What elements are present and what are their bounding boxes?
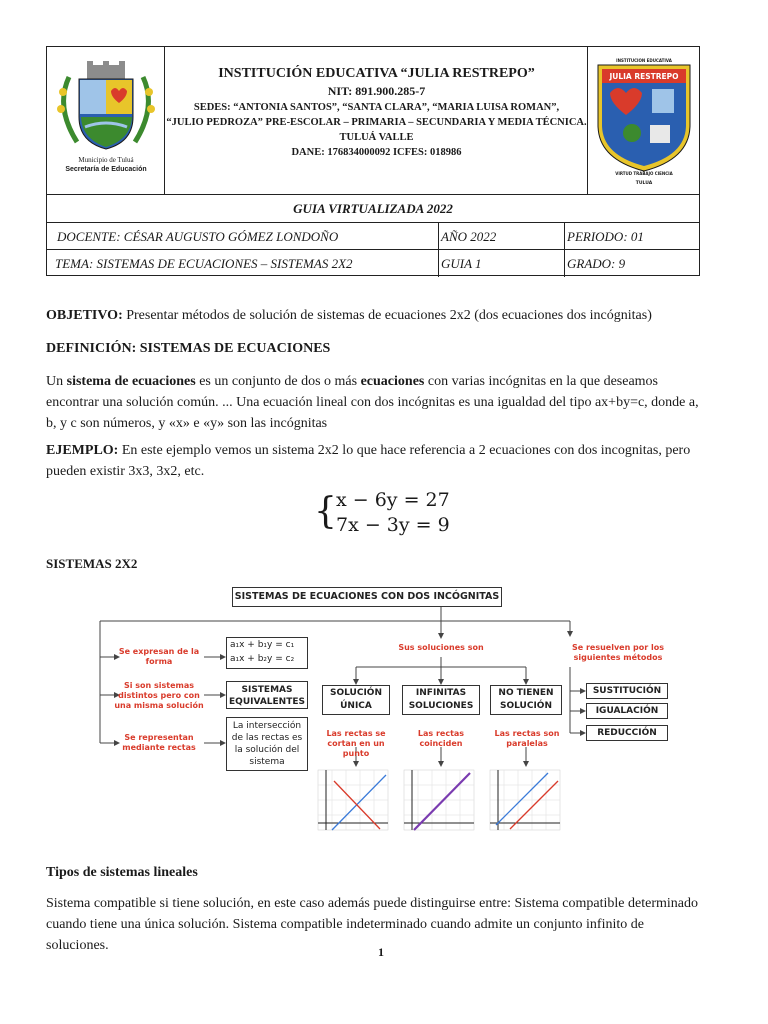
sedes-line: SEDES: “ANTONIA SANTOS”, “SANTA CLARA”, “MARIA LUISA ROMAN”, xyxy=(193,102,560,113)
solucion-unica-box: SOLUCIÓN ÚNICA xyxy=(322,685,390,715)
right-logo-motto: VIRTUD TRABAJO CIENCIA xyxy=(615,171,673,176)
grado: GRADO: 9 xyxy=(564,250,699,277)
caption-cortan: Las rectas se cortan en un punto xyxy=(326,729,386,758)
formula-2: a₁x + b₂y = c₂ xyxy=(230,654,295,664)
tipos-heading: Tipos de sistemas lineales xyxy=(46,865,198,880)
def-bold-1: sistema de ecuaciones xyxy=(66,374,196,389)
guia-number: GUIA 1 xyxy=(438,250,564,277)
def-text-3: con varias incógnitas en la que deseamos encontrar una solución común. ... Una ecuación lineal con dos incógnitas es una igualdad del tipo ax+by=c, donde a, b, y c son números, y «x» e «y» son las incógnitas xyxy=(46,374,699,431)
caption-coinciden: Las rectas coinciden xyxy=(417,729,465,748)
school-logo xyxy=(587,47,699,195)
municipio-logo xyxy=(47,47,165,195)
right-logo-name: JULIA RESTREPO xyxy=(609,72,679,81)
no-solucion-box: NO TIENEN SOLUCIÓN xyxy=(490,685,562,715)
city: TULUÁ VALLE xyxy=(339,132,414,143)
right-logo-city: TULUA xyxy=(635,181,653,186)
ejemplo-paragraph xyxy=(46,440,706,482)
right-logo-top-text: INSTITUCION EDUCATIVA xyxy=(616,58,672,63)
institution-info xyxy=(166,47,587,195)
header-table xyxy=(46,46,700,276)
equation-2: 7x − 3y = 9 xyxy=(336,514,450,536)
sedes-levels: -ESCOLAR – PRIMARIA – SECUNDARIA Y MEDIA TÉCNICA. xyxy=(286,117,587,128)
def-text-1: Un xyxy=(46,374,67,389)
ejemplo-text: En este ejemplo vemos un sistema 2x2 lo que hace referencia a 2 ecuaciones con dos incognitas, pero pueden existir 3x3, 3x2, etc. xyxy=(46,443,691,479)
tema: TEMA: SISTEMAS DE ECUACIONES – SISTEMAS 2X2 xyxy=(55,256,353,271)
docente-row xyxy=(47,223,699,250)
metodos-label: Se resuelven por los siguientes métodos xyxy=(571,643,665,662)
brace-icon: { xyxy=(314,491,337,532)
objetivo-text: Presentar métodos de solución de sistemas de ecuaciones 2x2 (dos ecuaciones dos incógnitas) xyxy=(122,308,652,323)
objetivo-paragraph xyxy=(46,305,706,326)
tema-row xyxy=(47,250,699,277)
diagram-title: SISTEMAS DE ECUACIONES CON DOS INCÓGNITAS xyxy=(232,587,502,607)
ejemplo-label: EJEMPLO: xyxy=(46,443,119,458)
definicion-paragraph xyxy=(46,371,706,434)
graph-no-solution xyxy=(490,770,560,830)
nit: NIT: 891.900.285-7 xyxy=(327,84,426,98)
formula-box xyxy=(226,637,308,669)
guia-title: GUIA VIRTUALIZADA 2022 xyxy=(47,195,699,223)
page-number: 1 xyxy=(378,945,384,959)
sus-soluciones-label: Sus soluciones son xyxy=(398,643,484,652)
objetivo-label: OBJETIVO: xyxy=(46,308,123,323)
secretaria-name: Secretaría de Educación xyxy=(65,166,147,173)
igualacion-box: IGUALACIÓN xyxy=(586,703,668,719)
dane-icfes: DANE: 176834000092 ICFES: 018986 xyxy=(291,147,462,158)
def-bold-2: ecuaciones xyxy=(360,374,425,389)
left-label-rectas: Se representan mediante rectas xyxy=(122,733,196,752)
periodo: PERIODO: 01 xyxy=(564,223,699,250)
graph-unique-solution xyxy=(318,770,388,830)
tipos-paragraph: Sistema compatible si tiene solución, en este caso además puede distinguirse entre: Sistema compatible determinado cuando tiene una única solución. Sistema compatible indeterminado cuando admite un conjunto infinito de soluciones. xyxy=(46,896,698,953)
municipio-caption xyxy=(47,155,165,175)
header-top-row xyxy=(47,47,699,195)
reduccion-box: REDUCCIÓN xyxy=(586,725,668,741)
infinitas-soluciones-box: INFINITAS SOLUCIONES xyxy=(402,685,480,715)
left-label-forma: Se expresan de la forma xyxy=(118,647,200,666)
equation-system xyxy=(314,488,450,538)
institution-name: INSTITUCIÓN EDUCATIVA “JULIA RESTREPO” xyxy=(218,66,535,81)
sistemas-heading: SISTEMAS 2X2 xyxy=(46,556,138,571)
caption-paralelas: Las rectas son paralelas xyxy=(494,729,560,748)
anio: AÑO 2022 xyxy=(438,223,564,250)
formula-1: a₁x + b₁y = c₁ xyxy=(230,640,295,650)
def-text-2: es un conjunto de dos o más xyxy=(195,374,361,389)
docente: DOCENTE: CÉSAR AUGUSTO GÓMEZ LONDOÑO xyxy=(57,229,339,244)
interseccion-box: La intersección de las rectas es la solución del sistema xyxy=(226,717,308,771)
sedes-julio: “JULIO PEDROZA” PRE xyxy=(166,117,287,128)
sedes-line-2 xyxy=(166,115,587,130)
concept-map xyxy=(96,585,665,835)
municipio-name: Municipio de Tuluá xyxy=(78,156,134,164)
definicion-heading: DEFINICIÓN: SISTEMAS DE ECUACIONES xyxy=(46,341,331,356)
left-label-equivalentes: Si son sistemas distintos pero con una misma solución xyxy=(114,681,204,710)
equivalentes-box: SISTEMAS EQUIVALENTES xyxy=(226,681,308,709)
graph-infinite-solutions xyxy=(404,770,474,830)
sustitucion-box: SUSTITUCIÓN xyxy=(586,683,668,699)
equation-1: x − 6y = 27 xyxy=(336,489,450,511)
julia-restrepo-shield-icon xyxy=(588,47,700,195)
tulua-coat-of-arms-icon xyxy=(47,47,165,157)
